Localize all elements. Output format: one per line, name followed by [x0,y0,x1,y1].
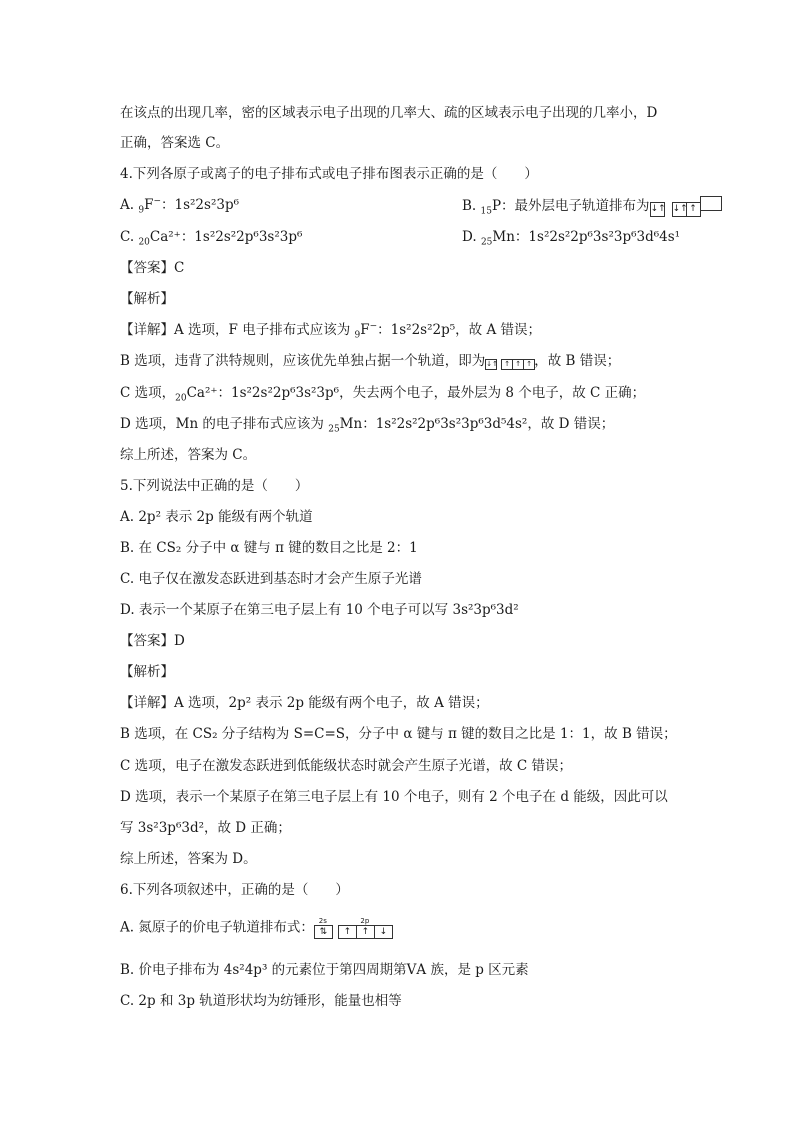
q4-detail-2: B 选项，违背了洪特规则，应该优先单独占据一个轨道，即为↓↑ ↑ ↑ ↑ ，故 B 错误； [120,353,621,369]
q4-d2-orbital-diagram: ↓↑ ↑ ↑ ↑ [485,353,534,371]
q6-stem: 6.下列各项叙述中，正确的是（ ） [120,882,349,898]
q6-a-orbital-diagram: 2s ⇅ 2p ↑ ↑ ↓ [314,917,398,939]
q5-stem: 5.下列说法中正确的是（ ） [120,478,309,494]
q5-answer: 【答案】D [120,633,185,649]
q4-analysis-heading: 【解析】 [120,291,174,307]
q4-summary: 综上所述，答案为 C。 [120,447,257,463]
q5-detail-1: 【详解】A 选项，2p² 表示 2p 能级有两个电子，故 A 错误； [120,695,489,711]
q4-detail-3: C 选项，$_{20}$Ca²⁺：1s²2s²2p⁶3s²3p⁶，失去两个电子，最外层为 8 个电子，故 C 正确； [120,385,646,404]
q5-detail-4: D 选项，表示一个某原子在第三电子层上有 10 个电子，则有 2 个电子在 d 能级，因此可以 [120,789,668,805]
q4-options-ab [120,196,697,217]
q5-analysis-heading: 【解析】 [120,664,174,680]
intro-line-2: 正确，答案选 C。 [120,135,230,151]
q4-stem: 4.下列各原子或离子的电子排布式或电子排布图表示正确的是（ ） [120,166,538,182]
q6-option-a: A. 氮原子的价电子轨道排布式： 2s ⇅ 2p ↑ ↑ ↓ [120,917,398,939]
q5-detail-2: B 选项，在 CS₂ 分子结构为 S=C=S，分子中 α 键与 π 键的数目之比是 1：1，故 B 错误； [120,726,677,742]
q5-detail-3: C 选项，电子在激发态跃进到低能级状态时就会产生原子光谱，故 C 错误； [120,758,573,774]
q5-option-b: B. 在 CS₂ 分子中 α 键与 π 键的数目之比是 2：1 [120,540,418,556]
q4-option-a: A. $_9$F−：1s²2s²3p⁶ [120,196,240,216]
q4-option-b: B. $_{15}$P：最外层电子轨道排布为↓↑ ↓↑ ↑ [462,196,721,217]
q4-detail-4: D 选项，Mn 的电子排布式应该为 $_{25}$Mn：1s²2s²2p⁶3s²3p⁶3d⁵4s²，故 D 错误； [120,416,615,435]
q4-option-c: C. $_{20}$Ca²⁺：1s²2s²2p⁶3s²3p⁶ [120,229,303,248]
q6-option-b: B. 价电子排布为 4s²4p³ 的元素位于第四周期第ⅤA 族，是 p 区元素 [120,962,529,978]
q5-detail-5: 写 3s²3p⁶3d²，故 D 正确； [120,820,291,836]
q6-option-c: C. 2p 和 3p 轨道形状均为纺锤形，能量也相等 [120,993,402,1009]
intro-line-1: 在该点的出现几率，密的区域表示电子出现的几率大、疏的区域表示电子出现的几率小，D [120,105,658,121]
q4-detail-1: 【详解】A 选项，F 电子排布式应该为 $_9$F−：1s²2s²2p⁵，故 A 错误； [120,321,541,341]
q4-b-orbital-diagram: ↓↑ ↓↑ ↑ [650,196,721,217]
q4-answer: 【答案】C [120,260,185,276]
q5-option-a: A. 2p² 表示 2p 能级有两个轨道 [120,509,313,525]
q4-options-cd [120,228,681,248]
q4-option-d: D. $_{25}$Mn：1s²2s²2p⁶3s²3p⁶3d⁶4s¹ [462,229,681,248]
q5-option-d: D. 表示一个某原子在第三电子层上有 10 个电子可以写 3s²3p⁶3d² [120,602,519,618]
q5-option-c: C. 电子仅在激发态跃进到基态时才会产生原子光谱 [120,571,422,587]
q5-summary: 综上所述，答案为 D。 [120,851,257,867]
